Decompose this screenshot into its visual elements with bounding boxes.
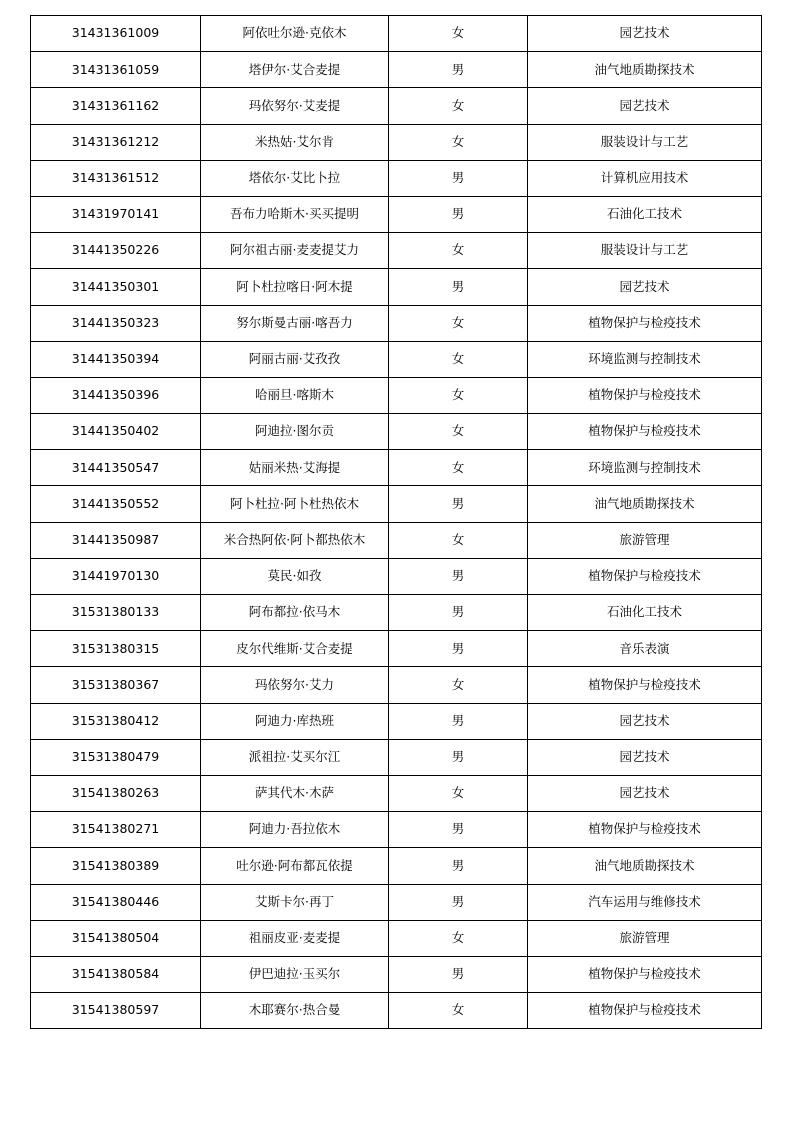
student-id-cell: 31441350394 bbox=[31, 341, 201, 377]
student-gender-cell: 男 bbox=[389, 884, 528, 920]
student-name-cell: 米合热阿依·阿卜都热依木 bbox=[201, 522, 389, 558]
student-id-cell: 31431361512 bbox=[31, 160, 201, 196]
student-major-cell: 油气地质勘探技术 bbox=[528, 486, 762, 522]
table-row bbox=[31, 196, 762, 232]
student-name-cell: 阿尔祖古丽·麦麦提艾力 bbox=[201, 233, 389, 269]
student-gender-cell: 男 bbox=[389, 558, 528, 594]
student-name-cell: 阿依吐尔逊·克依木 bbox=[201, 16, 389, 52]
student-id-cell: 31531380367 bbox=[31, 667, 201, 703]
student-gender-cell: 男 bbox=[389, 848, 528, 884]
table-row bbox=[31, 16, 762, 52]
student-major-cell: 园艺技术 bbox=[528, 269, 762, 305]
student-gender-cell: 男 bbox=[389, 956, 528, 992]
student-id-cell: 31541380584 bbox=[31, 956, 201, 992]
table-row bbox=[31, 558, 762, 594]
table-row bbox=[31, 775, 762, 811]
student-gender-cell: 女 bbox=[389, 341, 528, 377]
student-gender-cell: 女 bbox=[389, 305, 528, 341]
table-row bbox=[31, 486, 762, 522]
table-row bbox=[31, 377, 762, 413]
student-gender-cell: 女 bbox=[389, 16, 528, 52]
student-major-cell: 石油化工技术 bbox=[528, 595, 762, 631]
student-id-cell: 31441350547 bbox=[31, 450, 201, 486]
student-id-cell: 31431970141 bbox=[31, 196, 201, 232]
student-name-cell: 阿迪力·库热班 bbox=[201, 703, 389, 739]
student-name-cell: 艾斯卡尔·再丁 bbox=[201, 884, 389, 920]
student-id-cell: 31541380446 bbox=[31, 884, 201, 920]
student-gender-cell: 男 bbox=[389, 703, 528, 739]
student-id-cell: 31431361059 bbox=[31, 52, 201, 88]
student-major-cell: 植物保护与检疫技术 bbox=[528, 414, 762, 450]
student-major-cell: 汽车运用与维修技术 bbox=[528, 884, 762, 920]
student-gender-cell: 女 bbox=[389, 450, 528, 486]
student-gender-cell: 男 bbox=[389, 486, 528, 522]
student-id-cell: 31541380389 bbox=[31, 848, 201, 884]
student-major-cell: 园艺技术 bbox=[528, 703, 762, 739]
student-name-cell: 吾布力哈斯木·买买提明 bbox=[201, 196, 389, 232]
student-id-cell: 31531380479 bbox=[31, 739, 201, 775]
table-row bbox=[31, 450, 762, 486]
student-id-cell: 31441350396 bbox=[31, 377, 201, 413]
student-gender-cell: 女 bbox=[389, 377, 528, 413]
table-row bbox=[31, 269, 762, 305]
table-row bbox=[31, 52, 762, 88]
student-major-cell: 植物保护与检疫技术 bbox=[528, 993, 762, 1029]
student-major-cell: 油气地质勘探技术 bbox=[528, 52, 762, 88]
student-name-cell: 塔伊尔·艾合麦提 bbox=[201, 52, 389, 88]
student-name-cell: 木耶赛尔·热合曼 bbox=[201, 993, 389, 1029]
student-gender-cell: 女 bbox=[389, 124, 528, 160]
student-gender-cell: 女 bbox=[389, 775, 528, 811]
student-name-cell: 皮尔代维斯·艾合麦提 bbox=[201, 631, 389, 667]
student-name-cell: 萨其代木·木萨 bbox=[201, 775, 389, 811]
table-row bbox=[31, 884, 762, 920]
student-gender-cell: 男 bbox=[389, 812, 528, 848]
table-row bbox=[31, 341, 762, 377]
student-id-cell: 31441350323 bbox=[31, 305, 201, 341]
table-row bbox=[31, 993, 762, 1029]
student-id-cell: 31541380597 bbox=[31, 993, 201, 1029]
student-major-cell: 植物保护与检疫技术 bbox=[528, 377, 762, 413]
student-major-cell: 园艺技术 bbox=[528, 739, 762, 775]
table-row bbox=[31, 124, 762, 160]
student-major-cell: 旅游管理 bbox=[528, 920, 762, 956]
student-major-cell: 服装设计与工艺 bbox=[528, 124, 762, 160]
student-gender-cell: 女 bbox=[389, 233, 528, 269]
student-gender-cell: 男 bbox=[389, 160, 528, 196]
table-row bbox=[31, 233, 762, 269]
student-name-cell: 吐尔逊·阿布都瓦依提 bbox=[201, 848, 389, 884]
student-major-cell: 旅游管理 bbox=[528, 522, 762, 558]
table-row bbox=[31, 848, 762, 884]
table-row bbox=[31, 522, 762, 558]
student-id-cell: 31441970130 bbox=[31, 558, 201, 594]
student-major-cell: 音乐表演 bbox=[528, 631, 762, 667]
student-gender-cell: 女 bbox=[389, 414, 528, 450]
student-name-cell: 阿卜杜拉·阿卜杜热依木 bbox=[201, 486, 389, 522]
student-id-cell: 31531380412 bbox=[31, 703, 201, 739]
student-name-cell: 派祖拉·艾买尔江 bbox=[201, 739, 389, 775]
student-id-cell: 31431361162 bbox=[31, 88, 201, 124]
student-name-cell: 伊巴迪拉·玉买尔 bbox=[201, 956, 389, 992]
student-name-cell: 努尔斯曼古丽·喀吾力 bbox=[201, 305, 389, 341]
student-name-cell: 姑丽米热·艾海提 bbox=[201, 450, 389, 486]
table-row bbox=[31, 703, 762, 739]
student-id-cell: 31541380263 bbox=[31, 775, 201, 811]
student-id-cell: 31541380504 bbox=[31, 920, 201, 956]
table-row bbox=[31, 739, 762, 775]
student-major-cell: 植物保护与检疫技术 bbox=[528, 667, 762, 703]
student-id-cell: 31531380315 bbox=[31, 631, 201, 667]
student-id-cell: 31541380271 bbox=[31, 812, 201, 848]
table-row bbox=[31, 920, 762, 956]
student-gender-cell: 男 bbox=[389, 595, 528, 631]
student-id-cell: 31431361212 bbox=[31, 124, 201, 160]
student-name-cell: 莫民·如孜 bbox=[201, 558, 389, 594]
student-gender-cell: 女 bbox=[389, 88, 528, 124]
table-row bbox=[31, 160, 762, 196]
student-major-cell: 园艺技术 bbox=[528, 775, 762, 811]
student-name-cell: 阿迪拉·图尔贡 bbox=[201, 414, 389, 450]
student-name-cell: 米热姑·艾尔肯 bbox=[201, 124, 389, 160]
student-name-cell: 阿迪力·吾拉依木 bbox=[201, 812, 389, 848]
student-gender-cell: 男 bbox=[389, 631, 528, 667]
student-id-cell: 31441350987 bbox=[31, 522, 201, 558]
student-id-cell: 31441350402 bbox=[31, 414, 201, 450]
student-id-cell: 31531380133 bbox=[31, 595, 201, 631]
table-row bbox=[31, 414, 762, 450]
student-major-cell: 植物保护与检疫技术 bbox=[528, 558, 762, 594]
student-name-cell: 祖丽皮亚·麦麦提 bbox=[201, 920, 389, 956]
table-row bbox=[31, 595, 762, 631]
student-major-cell: 园艺技术 bbox=[528, 88, 762, 124]
student-gender-cell: 男 bbox=[389, 52, 528, 88]
student-major-cell: 油气地质勘探技术 bbox=[528, 848, 762, 884]
student-gender-cell: 女 bbox=[389, 993, 528, 1029]
student-major-cell: 计算机应用技术 bbox=[528, 160, 762, 196]
table-row bbox=[31, 956, 762, 992]
student-gender-cell: 男 bbox=[389, 269, 528, 305]
student-gender-cell: 女 bbox=[389, 667, 528, 703]
student-gender-cell: 男 bbox=[389, 739, 528, 775]
student-major-cell: 植物保护与检疫技术 bbox=[528, 305, 762, 341]
student-id-cell: 31441350226 bbox=[31, 233, 201, 269]
table-row bbox=[31, 631, 762, 667]
student-major-cell: 植物保护与检疫技术 bbox=[528, 956, 762, 992]
student-name-cell: 哈丽旦·喀斯木 bbox=[201, 377, 389, 413]
table-row bbox=[31, 88, 762, 124]
table-row bbox=[31, 812, 762, 848]
table-row bbox=[31, 667, 762, 703]
table-row bbox=[31, 305, 762, 341]
student-major-cell: 石油化工技术 bbox=[528, 196, 762, 232]
student-name-cell: 塔依尔·艾比卜拉 bbox=[201, 160, 389, 196]
student-major-cell: 服装设计与工艺 bbox=[528, 233, 762, 269]
roster-body bbox=[31, 16, 762, 1029]
student-name-cell: 玛依努尔·艾麦提 bbox=[201, 88, 389, 124]
student-id-cell: 31431361009 bbox=[31, 16, 201, 52]
student-gender-cell: 女 bbox=[389, 920, 528, 956]
student-major-cell: 环境监测与控制技术 bbox=[528, 341, 762, 377]
student-major-cell: 园艺技术 bbox=[528, 16, 762, 52]
student-roster-table bbox=[30, 15, 762, 1029]
student-id-cell: 31441350301 bbox=[31, 269, 201, 305]
student-name-cell: 阿卜杜拉喀日·阿木提 bbox=[201, 269, 389, 305]
student-gender-cell: 女 bbox=[389, 522, 528, 558]
student-id-cell: 31441350552 bbox=[31, 486, 201, 522]
student-name-cell: 阿布都拉·依马木 bbox=[201, 595, 389, 631]
student-major-cell: 环境监测与控制技术 bbox=[528, 450, 762, 486]
student-major-cell: 植物保护与检疫技术 bbox=[528, 812, 762, 848]
student-name-cell: 玛依努尔·艾力 bbox=[201, 667, 389, 703]
student-name-cell: 阿丽古丽·艾孜孜 bbox=[201, 341, 389, 377]
student-gender-cell: 男 bbox=[389, 196, 528, 232]
